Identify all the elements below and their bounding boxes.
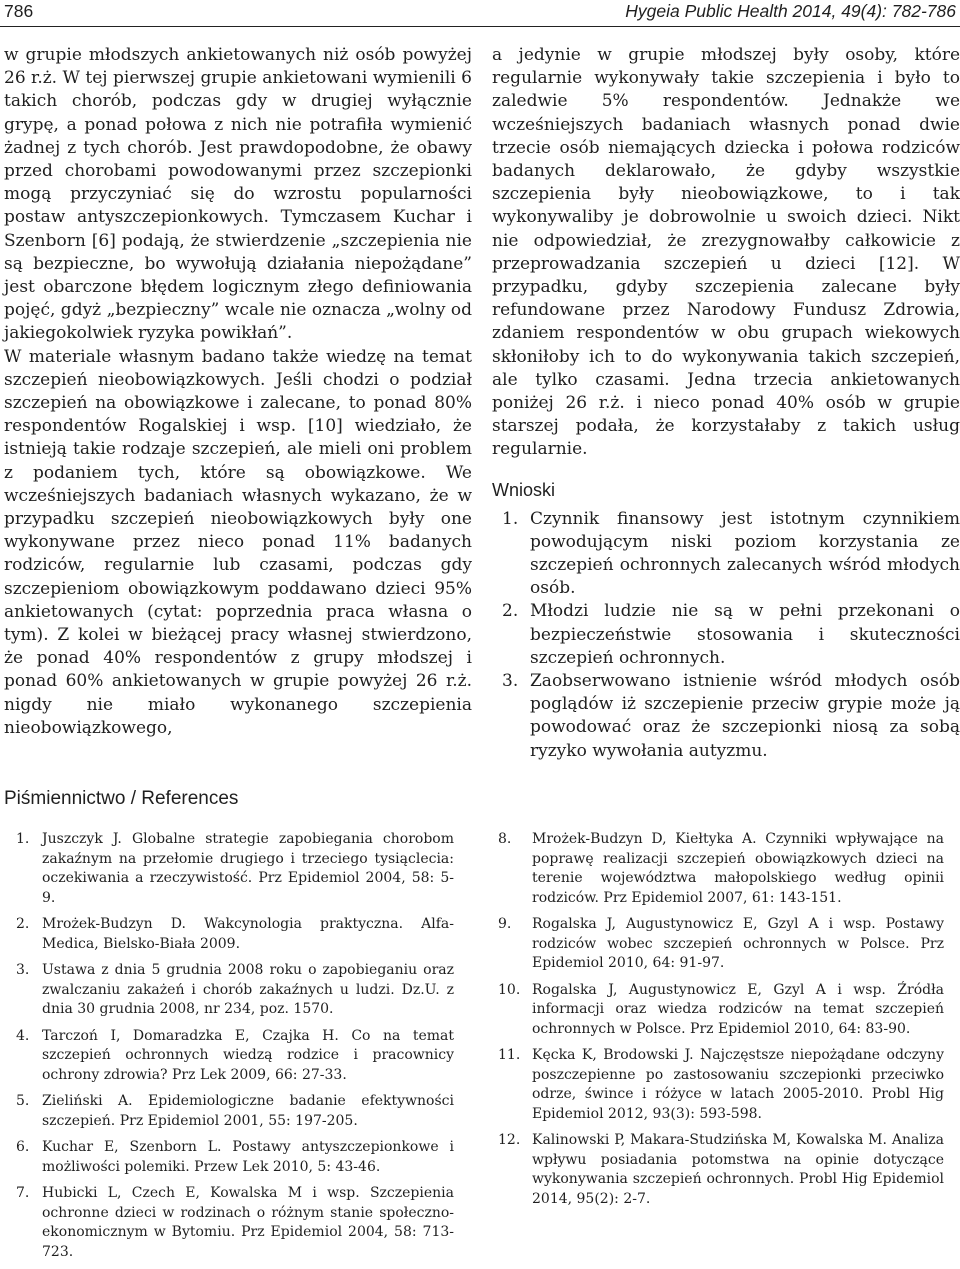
conclusions-list [492,508,960,763]
item-text: Młodzi ludzie nie są w pełni przekonani o bezpieczeństwie stosowania i skuteczności szczepień ochronnych. [530,601,960,668]
ref-text: Kęcka K, Brodowski J. Najczęstsze niepożądane odczyny poszczepienne po zastosowaniu szczepionki przeciwko odrze, śwince i różyce w latach 2005-2010. Probl Hig Epidemiol 2012, 93(3): 593-598. [532,1047,944,1122]
reference-item [4,915,454,954]
ref-number: 5. [16,1093,30,1109]
item-text: Czynnik finansowy jest istotnym czynnikiem powodującym niski poziom korzystania ze szczepień ochronnych zalecanych wśród młodych osób. [530,508,960,599]
paragraph: w grupie młodszych ankietowanych niż osób powyżej 26 r.ż. W tej pierwszej grupie ankietowani wymienili 6 takich chorób, podczas gdy w drugiej wyłącznie grypę, a ponad połowa z nich nie potrafiła wymienić żadnej z tych chorób. Jest prawdopodobne, że obawy przed chorobami powodowanymi przez szczepionki mogą przyczyniać się do wzrostu popularności postaw antyszczepionkowych. Tymczasem Kuchar i Szenborn [6] podają, że stwierdzenie „szczepienia nie są bezpieczne, bo wywołują działania niepożądane” jest obarczone błędem logicznym złego definiowania pojęć, gdyż „bezpieczny” wcale nie oznacza „wolny od jakiegokolwiek ryzyka powikłań”. [4,45,472,344]
item-number: 3. [502,671,519,692]
reference-item [494,981,944,1040]
ref-text: Hubicki L, Czech E, Kowalska M i wsp. Szczepienia ochronne dzieci w rodzinach o różnym stanie społeczno-ekonomicznym w Bytomiu. Prz Epidemiol 2004, 58: 713-723. [42,1185,454,1260]
ref-number: 3. [16,962,30,978]
ref-text: Ustawa z dnia 5 grudnia 2008 roku o zapobieganiu oraz zwalczaniu zakażeń i chorób zakaźnych u ludzi. Dz.U. z dnia 30 grudnia 2008, nr 234, poz. 1570. [42,962,454,1017]
reference-item [4,1027,454,1086]
item-number: 2. [502,601,519,622]
ref-text: Tarczoń I, Domaradzka E, Czajka H. Co na temat szczepień ochronnych wiedzą rodzice i pracownicy ochrony zdrowia? Prz Lek 2009, 66: 27-33. [42,1027,454,1083]
conclusions-heading: Wnioski [492,479,556,500]
reference-item [494,1046,944,1124]
reference-item [494,1131,944,1209]
ref-number: 6. [16,1139,30,1155]
header-rule [0,26,960,27]
paragraph: a jedynie w grupie młodszej były osoby, które regularnie wykonywały takie szczepienia i było to zaledwie 5% respondentów. Jednakże we wcześniejszych badaniach własnych ponad dwie trzecie osób niemających dziecka i połowa rodziców badanych deklarowało, że gdyby wszystkie szczepienia były nieobowiązkowe, to i tak wykonywaliby je dobrowolnie u swoich dzieci. Nikt nie odpowiedział, że zrezygnowałby całkowicie z przeprowadzania szczepień u dzieci [12]. W przypadku, gdyby szczepienia zalecane były refundowane przez Narodowy Fundusz Zdrowia, zdaniem respondentów w obu grupach wiekowych skłoniłoby ich to do wykonywania takich szczepień, ale tylko czasami. Jedna trzecia ankietowanych poniżej 26 r.ż. i nieco ponad 40% osób w grupie starszej podała, że korzystałaby z takich usług regularnie. [492,45,960,460]
ref-number: 9. [498,916,512,932]
references-list-right [494,830,944,1216]
reference-item [4,961,454,1020]
item-text: Zaobserwowano istnienie wśród młodych osób poglądów iż szczepienie przeciw grypie może ją powodować oraz że szczepionki niosą za sobą ryzyko wywołania autyzmu. [530,671,960,761]
reference-item [4,1138,454,1177]
ref-text: Kuchar E, Szenborn L. Postawy antyszczepionkowe i możliwości polemiki. Przew Lek 2010, 5: 43-46. [42,1139,454,1175]
list-item [492,670,960,763]
references-list-left [4,830,454,1269]
list-item [492,508,960,601]
ref-number: 7. [16,1185,30,1201]
page-header [4,0,956,24]
ref-text: Zieliński A. Epidemiologiczne badanie efektywności szczepień. Prz Epidemiol 2001, 55: 197-205. [42,1093,454,1129]
ref-number: 12. [498,1132,521,1148]
reference-item [494,915,944,974]
ref-text: Mrożek-Budzyn D. Wakcynologia praktyczna. Alfa-Medica, Bielsko-Biała 2009. [42,916,454,952]
right-column [492,44,960,763]
ref-number: 2. [16,916,30,932]
reference-item [4,830,454,908]
ref-number: 8. [498,831,512,847]
ref-number: 4. [16,1027,30,1044]
item-number: 1. [502,508,519,529]
paragraph: W materiale własnym badano także wiedzę na temat szczepień nieobowiązkowych. Jeśli chodzi o podział szczepień na obowiązkowe i zalecane, to ponad 80% respondentów Rogalskiej i wsp. [10] wiedziało, że istnieją takie rodzaje szczepień, ale mieli oni problem z podaniem tych, które są obowiązkowe. We wcześniejszych badaniach własnych wykazano, że w przypadku szczepień nieobowiązkowych były one wykonywane przez nieco ponad 11% badanych rodziców, regularnie lub czasami, podczas gdy szczepieniom obowiązkowym poddawano dzieci 95% ankietowanych (cytat: poprzednia praca własna o tym). Z kolei w bieżącej pracy własnej stwierdzono, że ponad 40% respondentów z grupy młodszej i ponad 60% ankietowanych w grupie powyżej 26 r.ż. nigdy nie miało wykonanego szczepienia nieobowiązkowego, [4,346,472,738]
ref-number: 11. [498,1047,521,1063]
ref-number: 1. [16,831,30,847]
references-heading: Piśmiennictwo / References [4,788,239,809]
ref-text: Rogalska J, Augustynowicz E, Gzyl A i wsp. Źródła informacji oraz wiedza rodziców na temat szczepień ochronnych w Polsce. Prz Epidemiol 2010, 64: 83-90. [532,981,944,1037]
reference-item [4,1092,454,1131]
ref-text: Juszczyk J. Globalne strategie zapobiegania chorobom zakaźnym na przełomie drugiego i trzeciego tysiąclecia: oczekiwania a rzeczywistość. Prz Epidemiol 2004, 58: 5-9. [42,831,454,906]
ref-number: 10. [498,981,521,998]
left-column [4,44,472,740]
page-number: 786 [4,1,34,21]
reference-item [4,1184,454,1262]
reference-item [494,830,944,908]
ref-text: Mrożek-Budzyn D, Kiełtyka A. Czynniki wpływające na poprawę realizacji szczepień obowiązkowych dzieci na terenie województwa małopolskiego według opinii rodziców. Prz Epidemiol 2007, 61: 143-151. [532,831,944,906]
ref-text: Rogalska J, Augustynowicz E, Gzyl A i wsp. Postawy rodziców wobec szczepień ochronnych w Polsce. Prz Epidemiol 2010, 64: 91-97. [532,916,944,971]
journal-citation: Hygeia Public Health 2014, 49(4): 782-786 [625,1,956,21]
list-item [492,600,960,670]
ref-text: Kalinowski P, Makara-Studzińska M, Kowalska M. Analiza wpływu posiadania potomstwa na opinie dotyczące wykonywania szczepień ochronnych. Probl Hig Epidemiol 2014, 95(2): 2-7. [532,1132,944,1207]
